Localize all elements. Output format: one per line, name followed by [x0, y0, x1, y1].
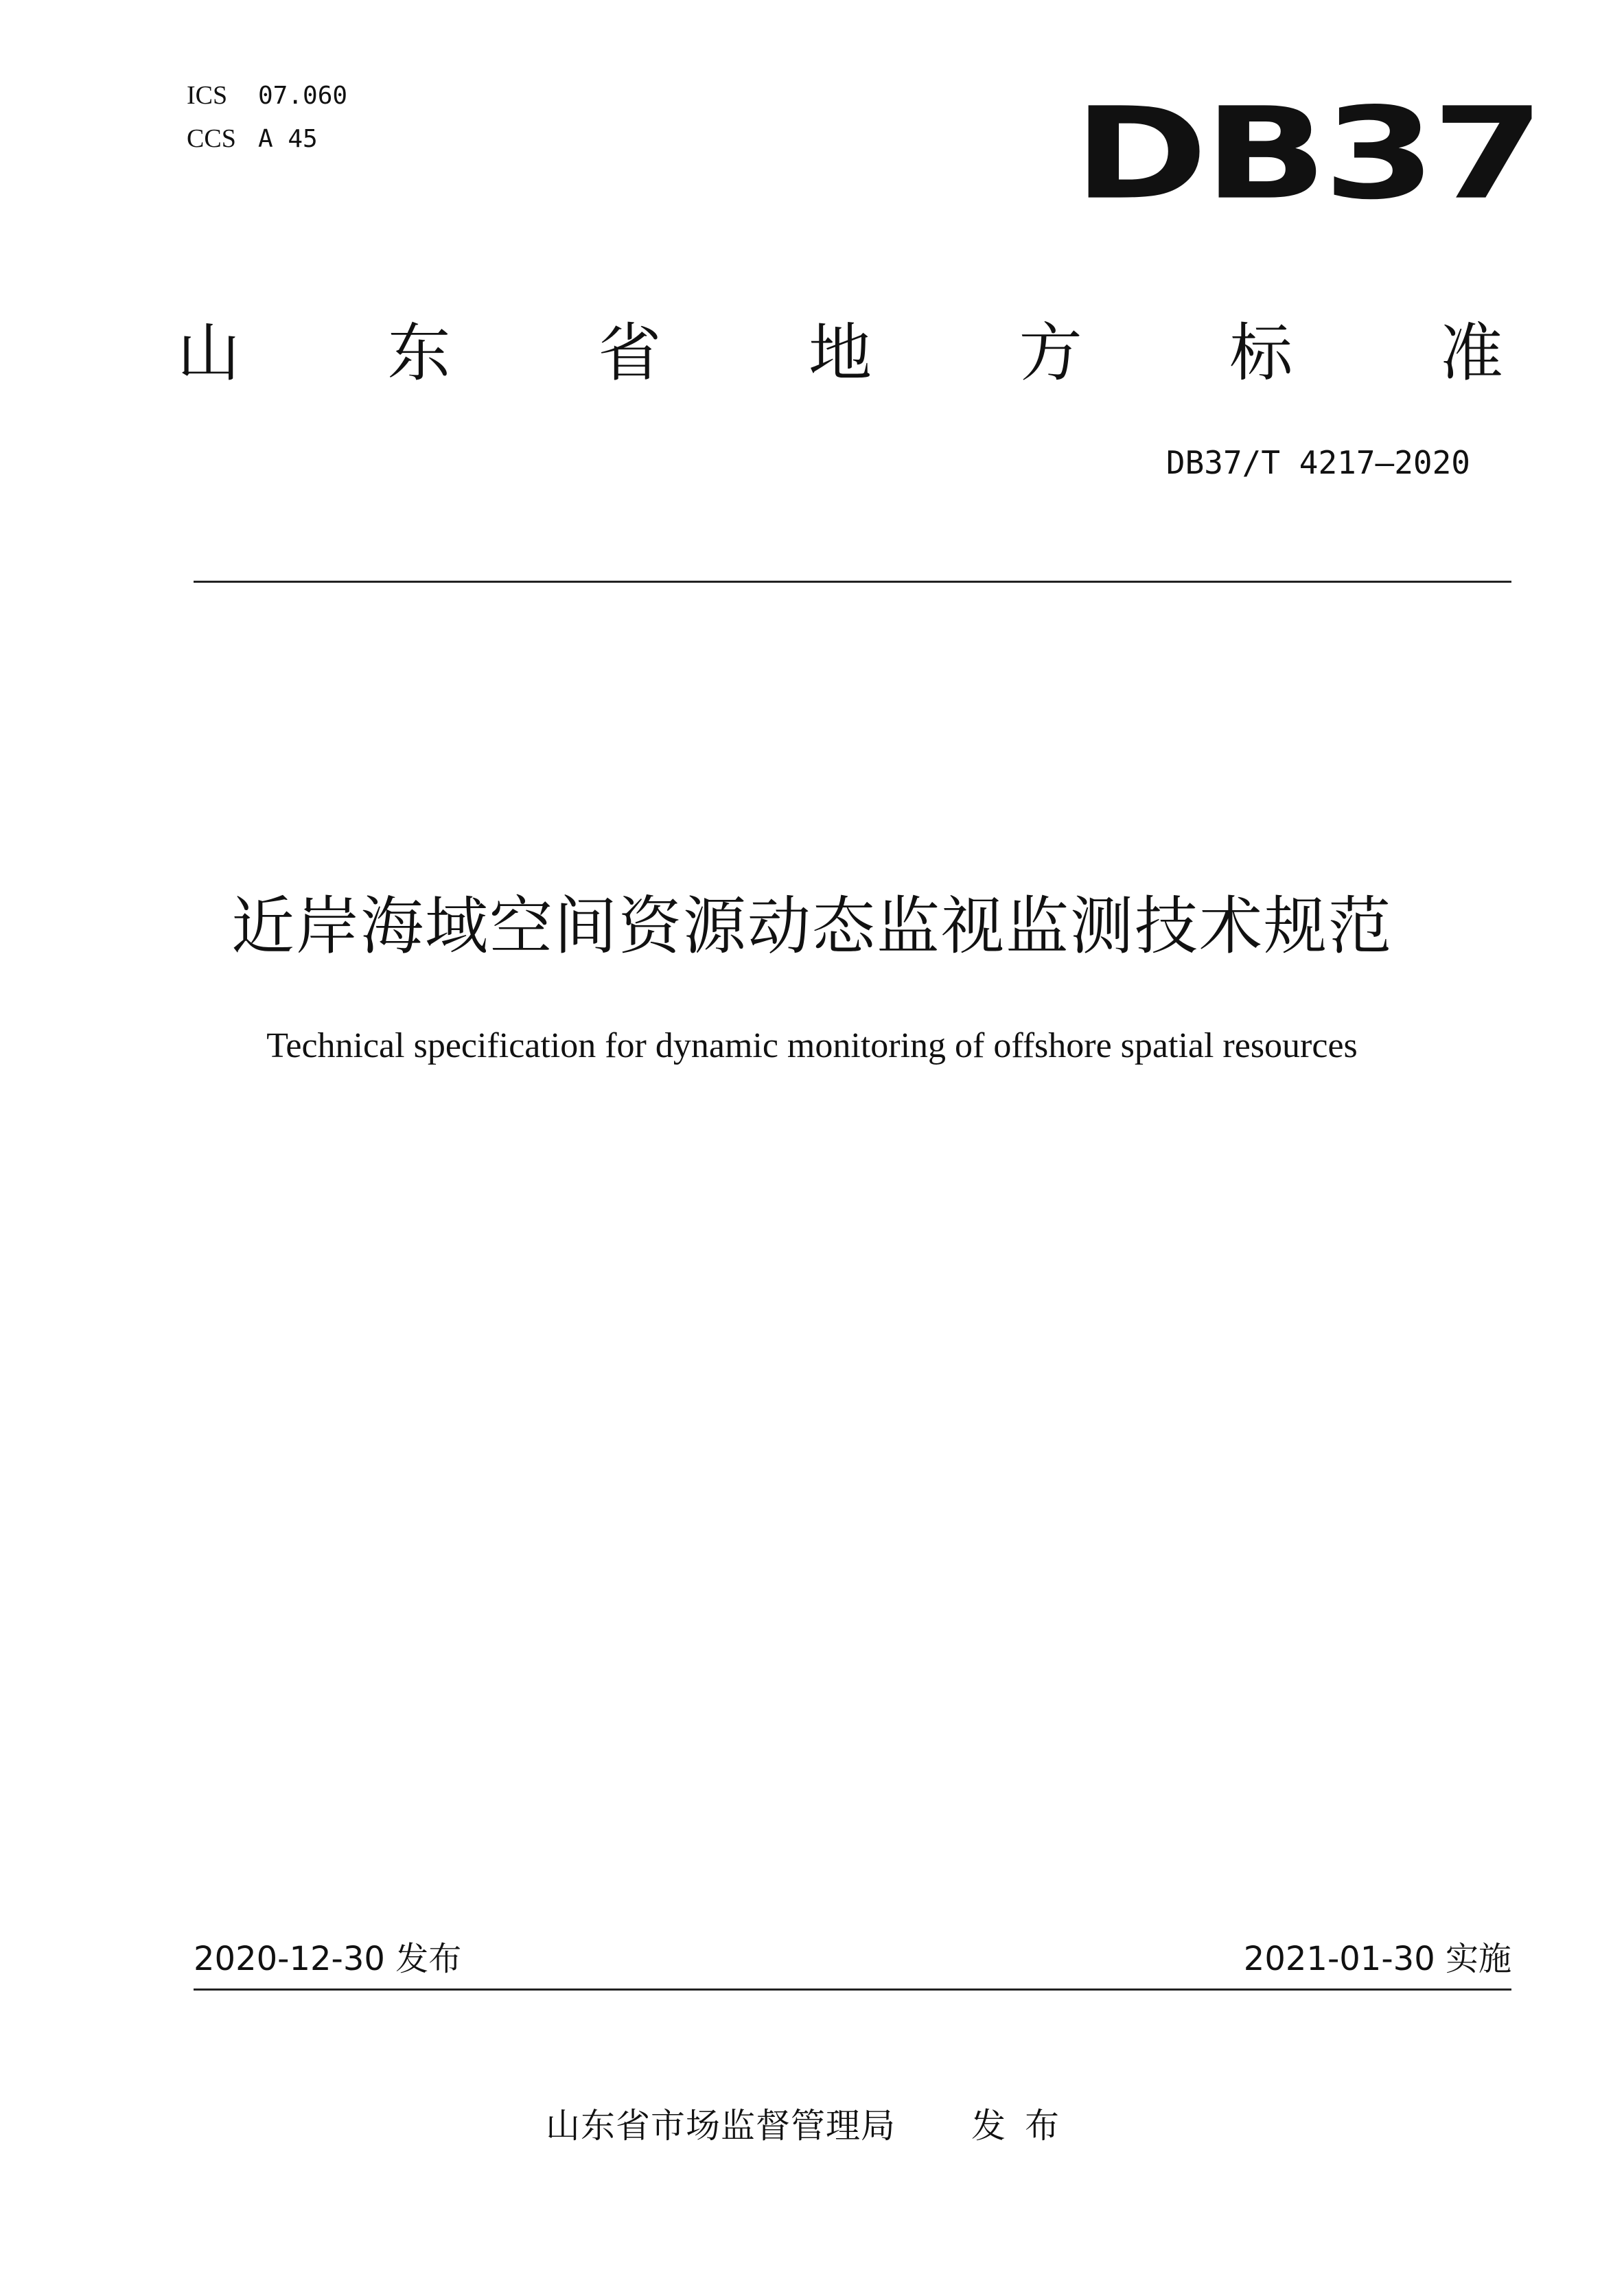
- implementation-date: 2021-01-30 实施: [1243, 1940, 1511, 1978]
- standard-type-char: 山: [177, 316, 241, 390]
- top-divider: [194, 581, 1511, 583]
- issue-date: 2020-12-30 发布: [194, 1940, 462, 1978]
- document-title-english: Technical specification for dynamic monitoring of offshore spatial resources: [266, 1026, 1358, 1065]
- ccs-value: A 45: [258, 125, 318, 153]
- standard-type-char: 地: [808, 316, 872, 390]
- classification-block: [187, 74, 347, 161]
- ccs-label: CCS: [187, 124, 236, 153]
- ics-label: ICS: [187, 81, 228, 110]
- standard-number: DB37/T 4217—2020: [1165, 444, 1470, 481]
- standard-type-char: 方: [1019, 316, 1082, 390]
- ccs-row: [187, 117, 347, 161]
- standard-type-title: [177, 316, 1503, 391]
- standard-type-char: 标: [1229, 316, 1293, 390]
- db37-logo: DB37: [1074, 80, 1541, 228]
- standard-type-char: 准: [1439, 316, 1503, 390]
- ics-row: [187, 74, 347, 117]
- publisher-name: 山东省市场监督管理局: [546, 2106, 896, 2146]
- bottom-divider: [194, 1988, 1511, 1991]
- standard-type-char: 省: [598, 316, 662, 390]
- publisher-action: 发布: [971, 2106, 1078, 2146]
- ics-value: 07.060: [258, 82, 348, 110]
- document-title-chinese: 近岸海域空间资源动态监视监测技术规范: [231, 890, 1393, 963]
- publisher-line: [0, 2102, 1624, 2150]
- standard-type-char: 东: [387, 316, 451, 390]
